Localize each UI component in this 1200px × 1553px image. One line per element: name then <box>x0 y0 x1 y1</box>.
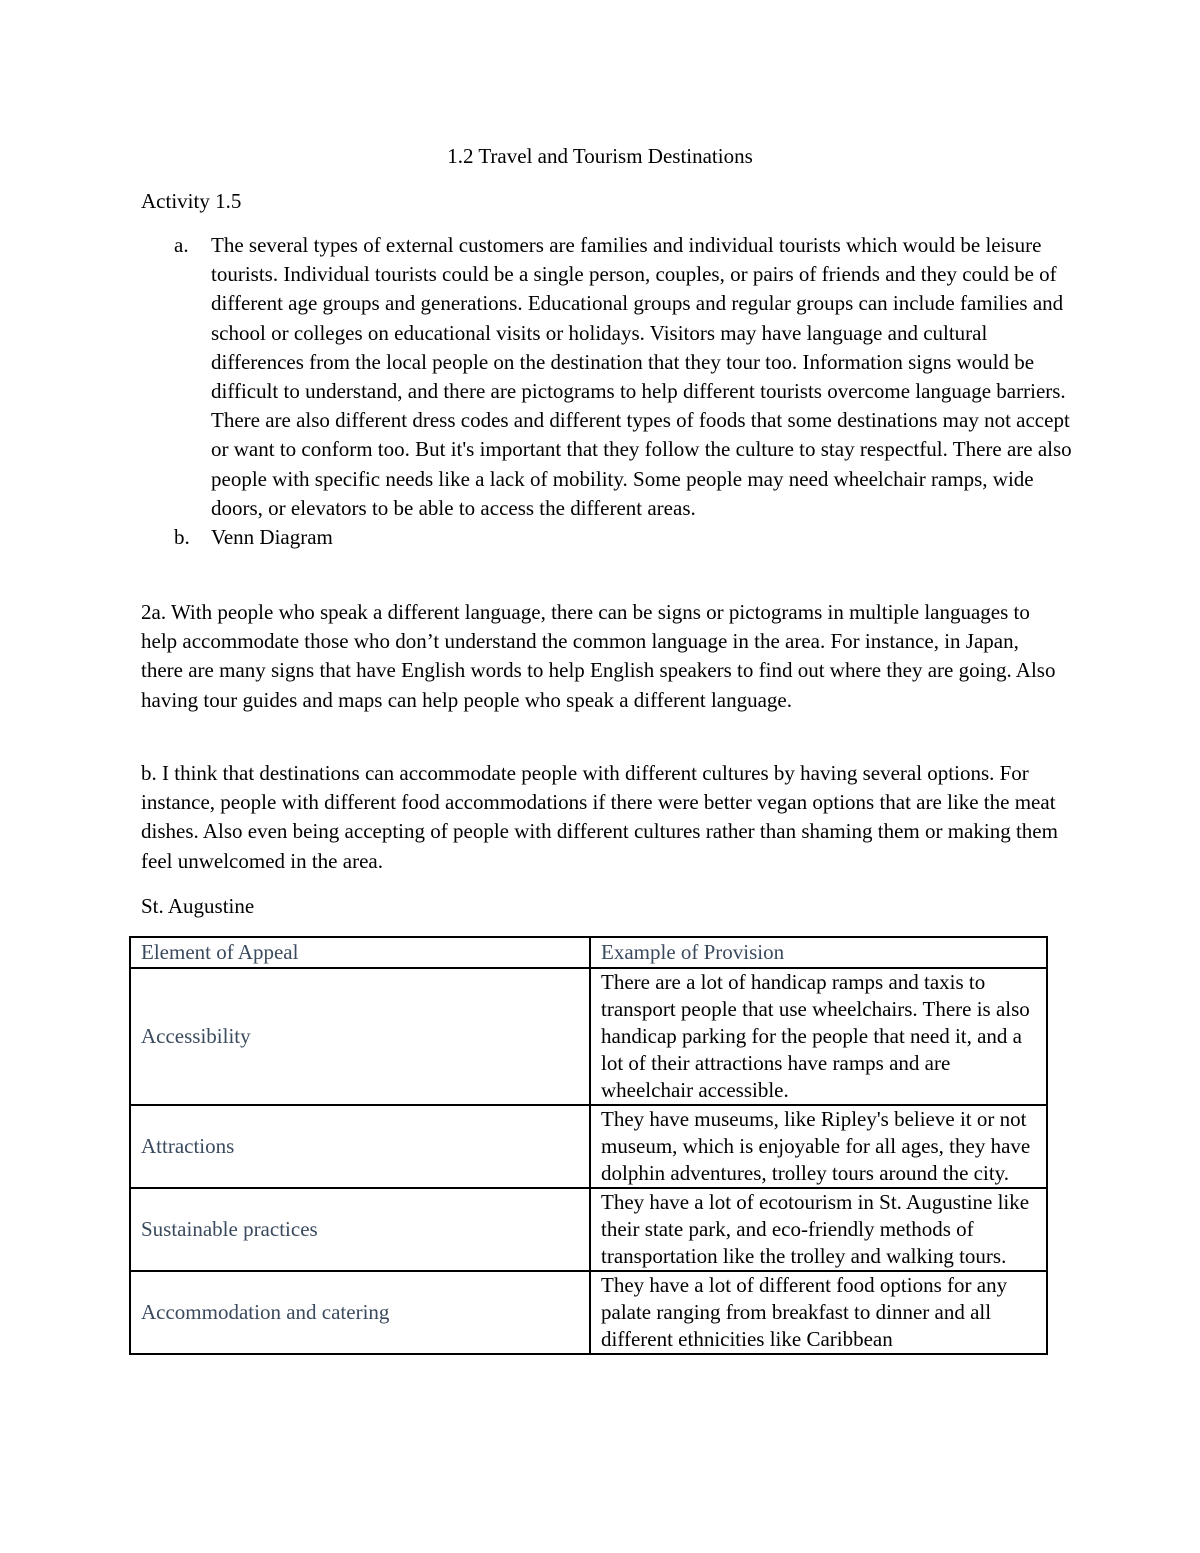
table-row <box>130 968 1047 1105</box>
appeal-table <box>129 936 1048 1355</box>
table-row <box>130 1271 1047 1354</box>
provision-cell: They have museums, like Ripley's believe it or not museum, which is enjoyable for all ages, they have dolphin adventures, trolley tours around the city. <box>590 1105 1047 1188</box>
provision-cell: They have a lot of different food options for any palate ranging from breakfast to dinner and all different ethnicities like Caribbean <box>590 1271 1047 1354</box>
element-cell: Accessibility <box>130 968 590 1105</box>
provision-cell: There are a lot of handicap ramps and taxis to transport people that use wheelchairs. There is also handicap parking for the people that need it, and a lot of their attractions have ramps and are wheelchair accessible. <box>590 968 1047 1105</box>
list-marker: b. <box>174 525 190 550</box>
table-header-cell: Element of Appeal <box>130 937 590 968</box>
list-marker: a. <box>174 233 189 257</box>
list-item <box>141 523 1081 552</box>
element-cell: Accommodation and catering <box>130 1271 590 1354</box>
paragraph-2a: 2a. With people who speak a different language, there can be signs or pictograms in multiple languages to help accommodate those who don’t understand the common language in the area. For instance, in Japan, there are many signs that have English words to help English speakers to find out where they are going. Also having tour guides and maps can help people who speak a different language. <box>141 600 1056 712</box>
provision-cell: They have a lot of ecotourism in St. Augustine like their state park, and eco-friendly methods of transportation like the trolley and walking tours. <box>590 1188 1047 1271</box>
page-title: 1.2 Travel and Tourism Destinations <box>447 144 753 168</box>
answer-list <box>141 231 1081 552</box>
place-heading: St. Augustine <box>141 894 255 918</box>
list-item-text: The several types of external customers are families and individual tourists which would be leisure tourists. Individual tourists could be a single person, couples, or pairs of friends and they could be of different age groups and generations. Educational groups and regular groups can include families and school or colleges on educational visits or holidays. Visitors may have language and cultural differences from the local people on the destination that they tour too. Information signs would be difficult to understand, and there are pictograms to help different tourists overcome language barriers. There are also different dress codes and different types of foods that some destinations may not accept or want to conform too. But it's important that they follow the culture to stay respectful. There are also people with specific needs like a lack of mobility. Some people may need wheelchair ramps, wide doors, or elevators to be able to access the different areas. <box>211 233 1072 520</box>
table-header-row <box>130 937 1047 968</box>
table-row <box>130 1188 1047 1271</box>
table-row <box>130 1105 1047 1188</box>
table-header-cell: Example of Provision <box>590 937 1047 968</box>
element-cell: Attractions <box>130 1105 590 1188</box>
list-item <box>141 231 1081 523</box>
element-cell: Sustainable practices <box>130 1188 590 1271</box>
activity-heading: Activity 1.5 <box>141 189 242 213</box>
list-item-text: Venn Diagram <box>211 525 333 550</box>
paragraph-b: b. I think that destinations can accommodate people with different cultures by having several options. For instance, people with different food accommodations if there were better vegan options that are like the meat dishes. Also even being accepting of people with different cultures rather than shaming them or making them feel unwelcomed in the area. <box>141 761 1058 873</box>
